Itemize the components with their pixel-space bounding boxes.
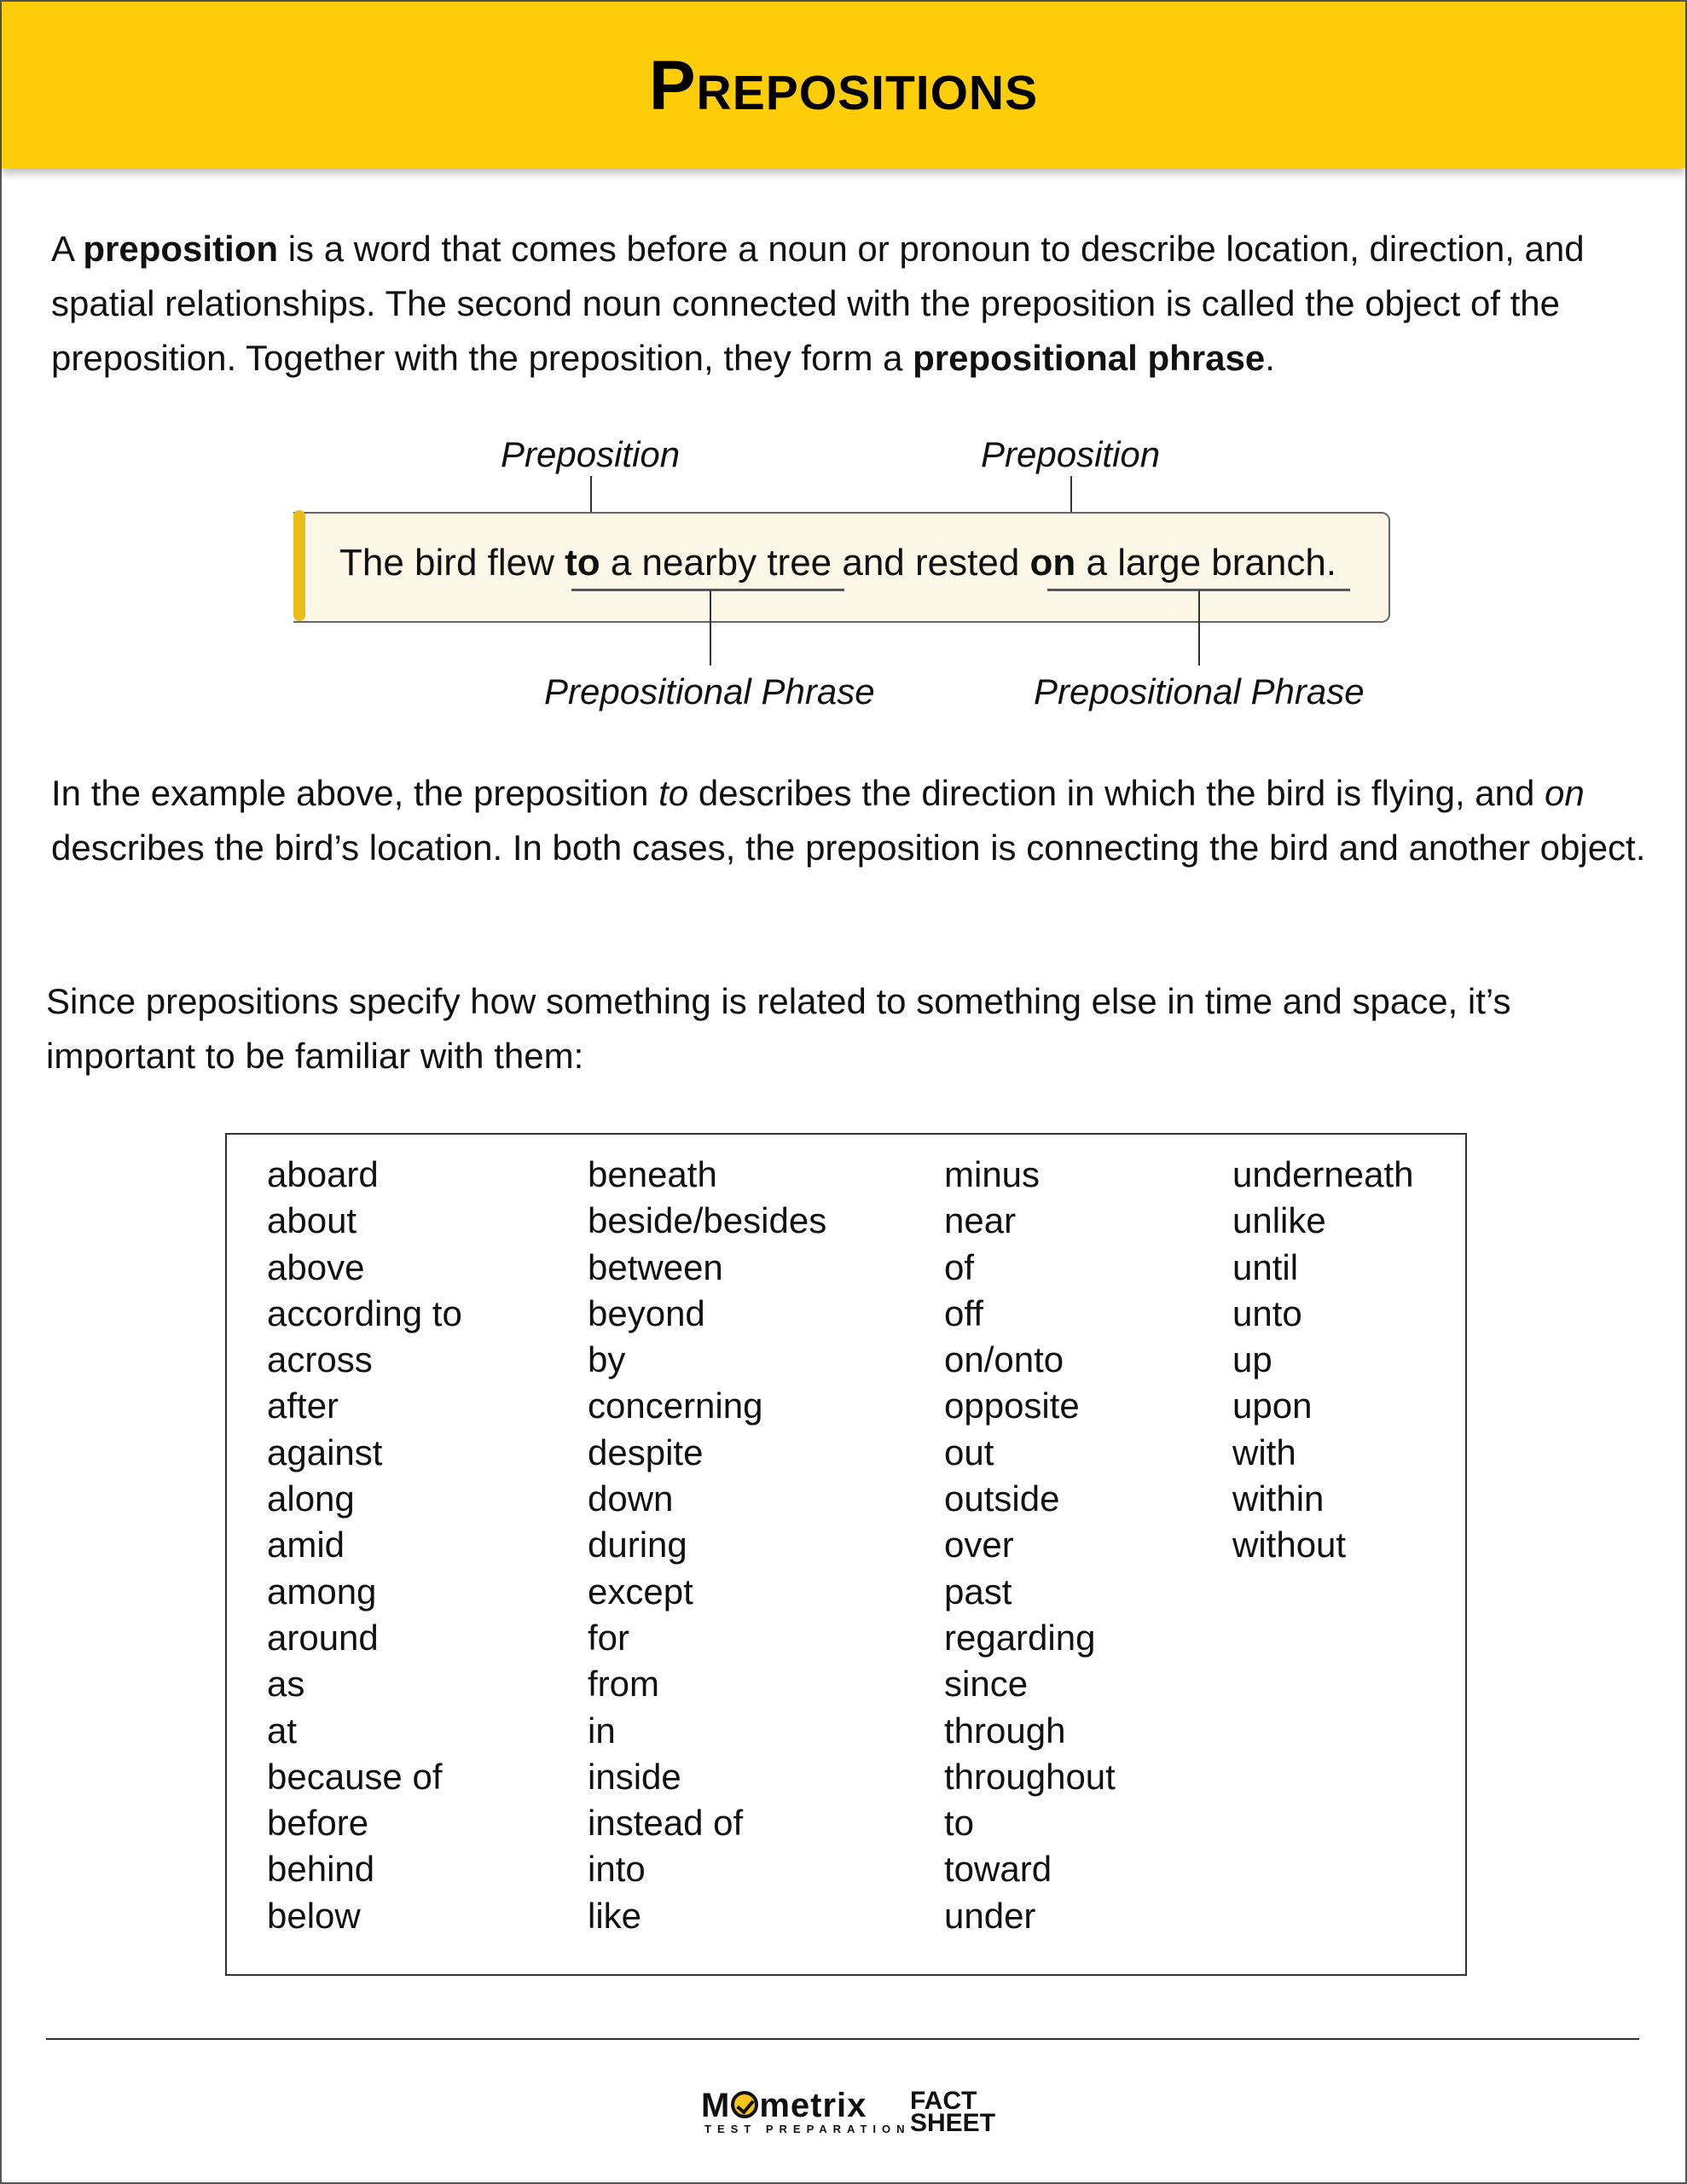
preposition-word: underneath	[1232, 1154, 1414, 1194]
preposition-word: without	[1232, 1525, 1347, 1565]
preposition-word: from	[588, 1664, 659, 1705]
preposition-word: unto	[1232, 1292, 1302, 1333]
preposition-word: behind	[267, 1849, 375, 1890]
word-column-1	[267, 1152, 462, 1939]
phrase-underline-1	[571, 589, 844, 591]
preposition-word: about	[267, 1200, 357, 1241]
label-prepositional-phrase-1: Prepositional Phrase	[544, 671, 875, 712]
preposition-word: before	[267, 1803, 369, 1844]
explanation-text-3: describes the bird’s location. In both cases, the preposition is connecting the bird and another object.	[51, 828, 1646, 868]
word-column-4	[1232, 1152, 1414, 1569]
preposition-word: opposite	[944, 1385, 1080, 1426]
footer-divider	[46, 2038, 1639, 2040]
preposition-word: at	[267, 1710, 298, 1751]
intro-paragraph	[51, 222, 1655, 386]
preposition-word: beyond	[588, 1292, 705, 1333]
word-column-3	[944, 1152, 1116, 1939]
preposition-word: concerning	[588, 1385, 763, 1426]
explanation-text-1: In the example above, the preposition	[51, 773, 659, 813]
preposition-word: outside	[944, 1478, 1060, 1519]
preposition-word: toward	[944, 1849, 1052, 1890]
sheet-label: SHEET	[910, 2109, 996, 2137]
preposition-word: along	[267, 1478, 355, 1519]
preposition-word: throughout	[944, 1756, 1116, 1797]
preposition-word: beneath	[588, 1154, 717, 1194]
preposition-word: except	[588, 1571, 693, 1612]
preposition-word: within	[1232, 1478, 1325, 1519]
intro-text-1: A	[51, 229, 84, 269]
preposition-word: despite	[588, 1432, 704, 1472]
preposition-word: down	[588, 1478, 674, 1519]
preposition-word: among	[267, 1571, 377, 1612]
preposition-word: of	[944, 1246, 975, 1287]
word-column-2	[588, 1152, 826, 1939]
preposition-word: unlike	[1232, 1200, 1326, 1241]
term-preposition: preposition	[83, 229, 279, 269]
preposition-word: through	[944, 1710, 1066, 1751]
preposition-word: amid	[267, 1525, 345, 1565]
preposition-word: because of	[267, 1756, 443, 1797]
term-prepositional-phrase: prepositional phrase	[913, 338, 1266, 378]
preposition-on: on	[1029, 542, 1076, 584]
preposition-word: under	[944, 1895, 1036, 1936]
intro-text-2: is a word that comes before a noun or pronoun to describe location, direction, and spatial relationships. The second noun connected with the preposition is called the object of the preposition. Together with the preposition, they form a	[51, 229, 1585, 378]
brand-letter: M	[701, 2087, 731, 2124]
example-sentence	[339, 544, 1336, 582]
preposition-word: past	[944, 1571, 1012, 1612]
explanation-text-2: describes the direction in which the bird is flying, and	[688, 773, 1545, 813]
preposition-word: below	[267, 1895, 361, 1936]
preposition-word: minus	[944, 1154, 1041, 1194]
preposition-word: on/onto	[944, 1339, 1064, 1380]
brand-wordmark	[701, 2088, 867, 2123]
preposition-word: since	[944, 1664, 1029, 1705]
fact-label: FACT	[910, 2087, 977, 2115]
preposition-word: over	[944, 1525, 1014, 1565]
lead-in-paragraph: Since prepositions specify how something is related to something else in time and space, it’s important to be familiar with them:	[46, 981, 1511, 1076]
preposition-word: out	[944, 1432, 994, 1472]
preposition-word: between	[588, 1246, 723, 1287]
preposition-word: with	[1232, 1432, 1296, 1472]
fact-sheet-label	[910, 2087, 996, 2137]
preposition-word: across	[267, 1339, 373, 1380]
title-banner	[2, 2, 1685, 168]
sentence-part: The bird flew	[339, 542, 565, 584]
brand-tagline: TEST PREPARATION	[704, 2123, 911, 2135]
preposition-word: in	[588, 1710, 616, 1751]
example-accent-bar	[293, 510, 305, 621]
connector-line	[1198, 590, 1200, 665]
checkmark-circle-icon	[731, 2091, 758, 2118]
preposition-word: into	[588, 1849, 646, 1890]
preposition-word: for	[588, 1617, 630, 1658]
preposition-word: as	[267, 1664, 305, 1705]
preposition-word: off	[944, 1292, 983, 1333]
sentence-part: a nearby tree and rested	[600, 542, 1030, 584]
explanation-paragraph	[51, 766, 1655, 875]
connector-line	[710, 590, 711, 665]
preposition-word: like	[588, 1895, 642, 1936]
preposition-word: beside/besides	[588, 1200, 827, 1241]
preposition-word: after	[267, 1385, 339, 1426]
sentence-part: a large branch.	[1075, 542, 1337, 584]
preposition-word: according to	[267, 1292, 462, 1333]
label-preposition-2: Preposition	[981, 434, 1161, 474]
preposition-word: until	[1232, 1246, 1299, 1287]
preposition-word: around	[267, 1617, 379, 1658]
preposition-word: up	[1232, 1339, 1272, 1380]
preposition-word: above	[267, 1246, 365, 1287]
preposition-word: upon	[1232, 1385, 1313, 1426]
emphasis-on: on	[1545, 773, 1585, 813]
preposition-word: regarding	[944, 1617, 1096, 1658]
preposition-to: to	[565, 542, 600, 584]
preposition-word: instead of	[588, 1803, 744, 1844]
preposition-word: during	[588, 1525, 687, 1565]
preposition-word: against	[267, 1432, 383, 1472]
preposition-word: near	[944, 1200, 1017, 1241]
page-title: Prepositions	[648, 47, 1039, 125]
emphasis-to: to	[658, 773, 689, 813]
preposition-word: inside	[588, 1756, 681, 1797]
intro-text-3: .	[1265, 338, 1275, 378]
preposition-word: to	[944, 1803, 975, 1844]
label-prepositional-phrase-2: Prepositional Phrase	[1034, 671, 1365, 712]
brand-text: metrix	[759, 2087, 867, 2124]
preposition-word: by	[588, 1339, 626, 1380]
preposition-word: aboard	[267, 1154, 379, 1194]
label-preposition-1: Preposition	[501, 434, 681, 474]
